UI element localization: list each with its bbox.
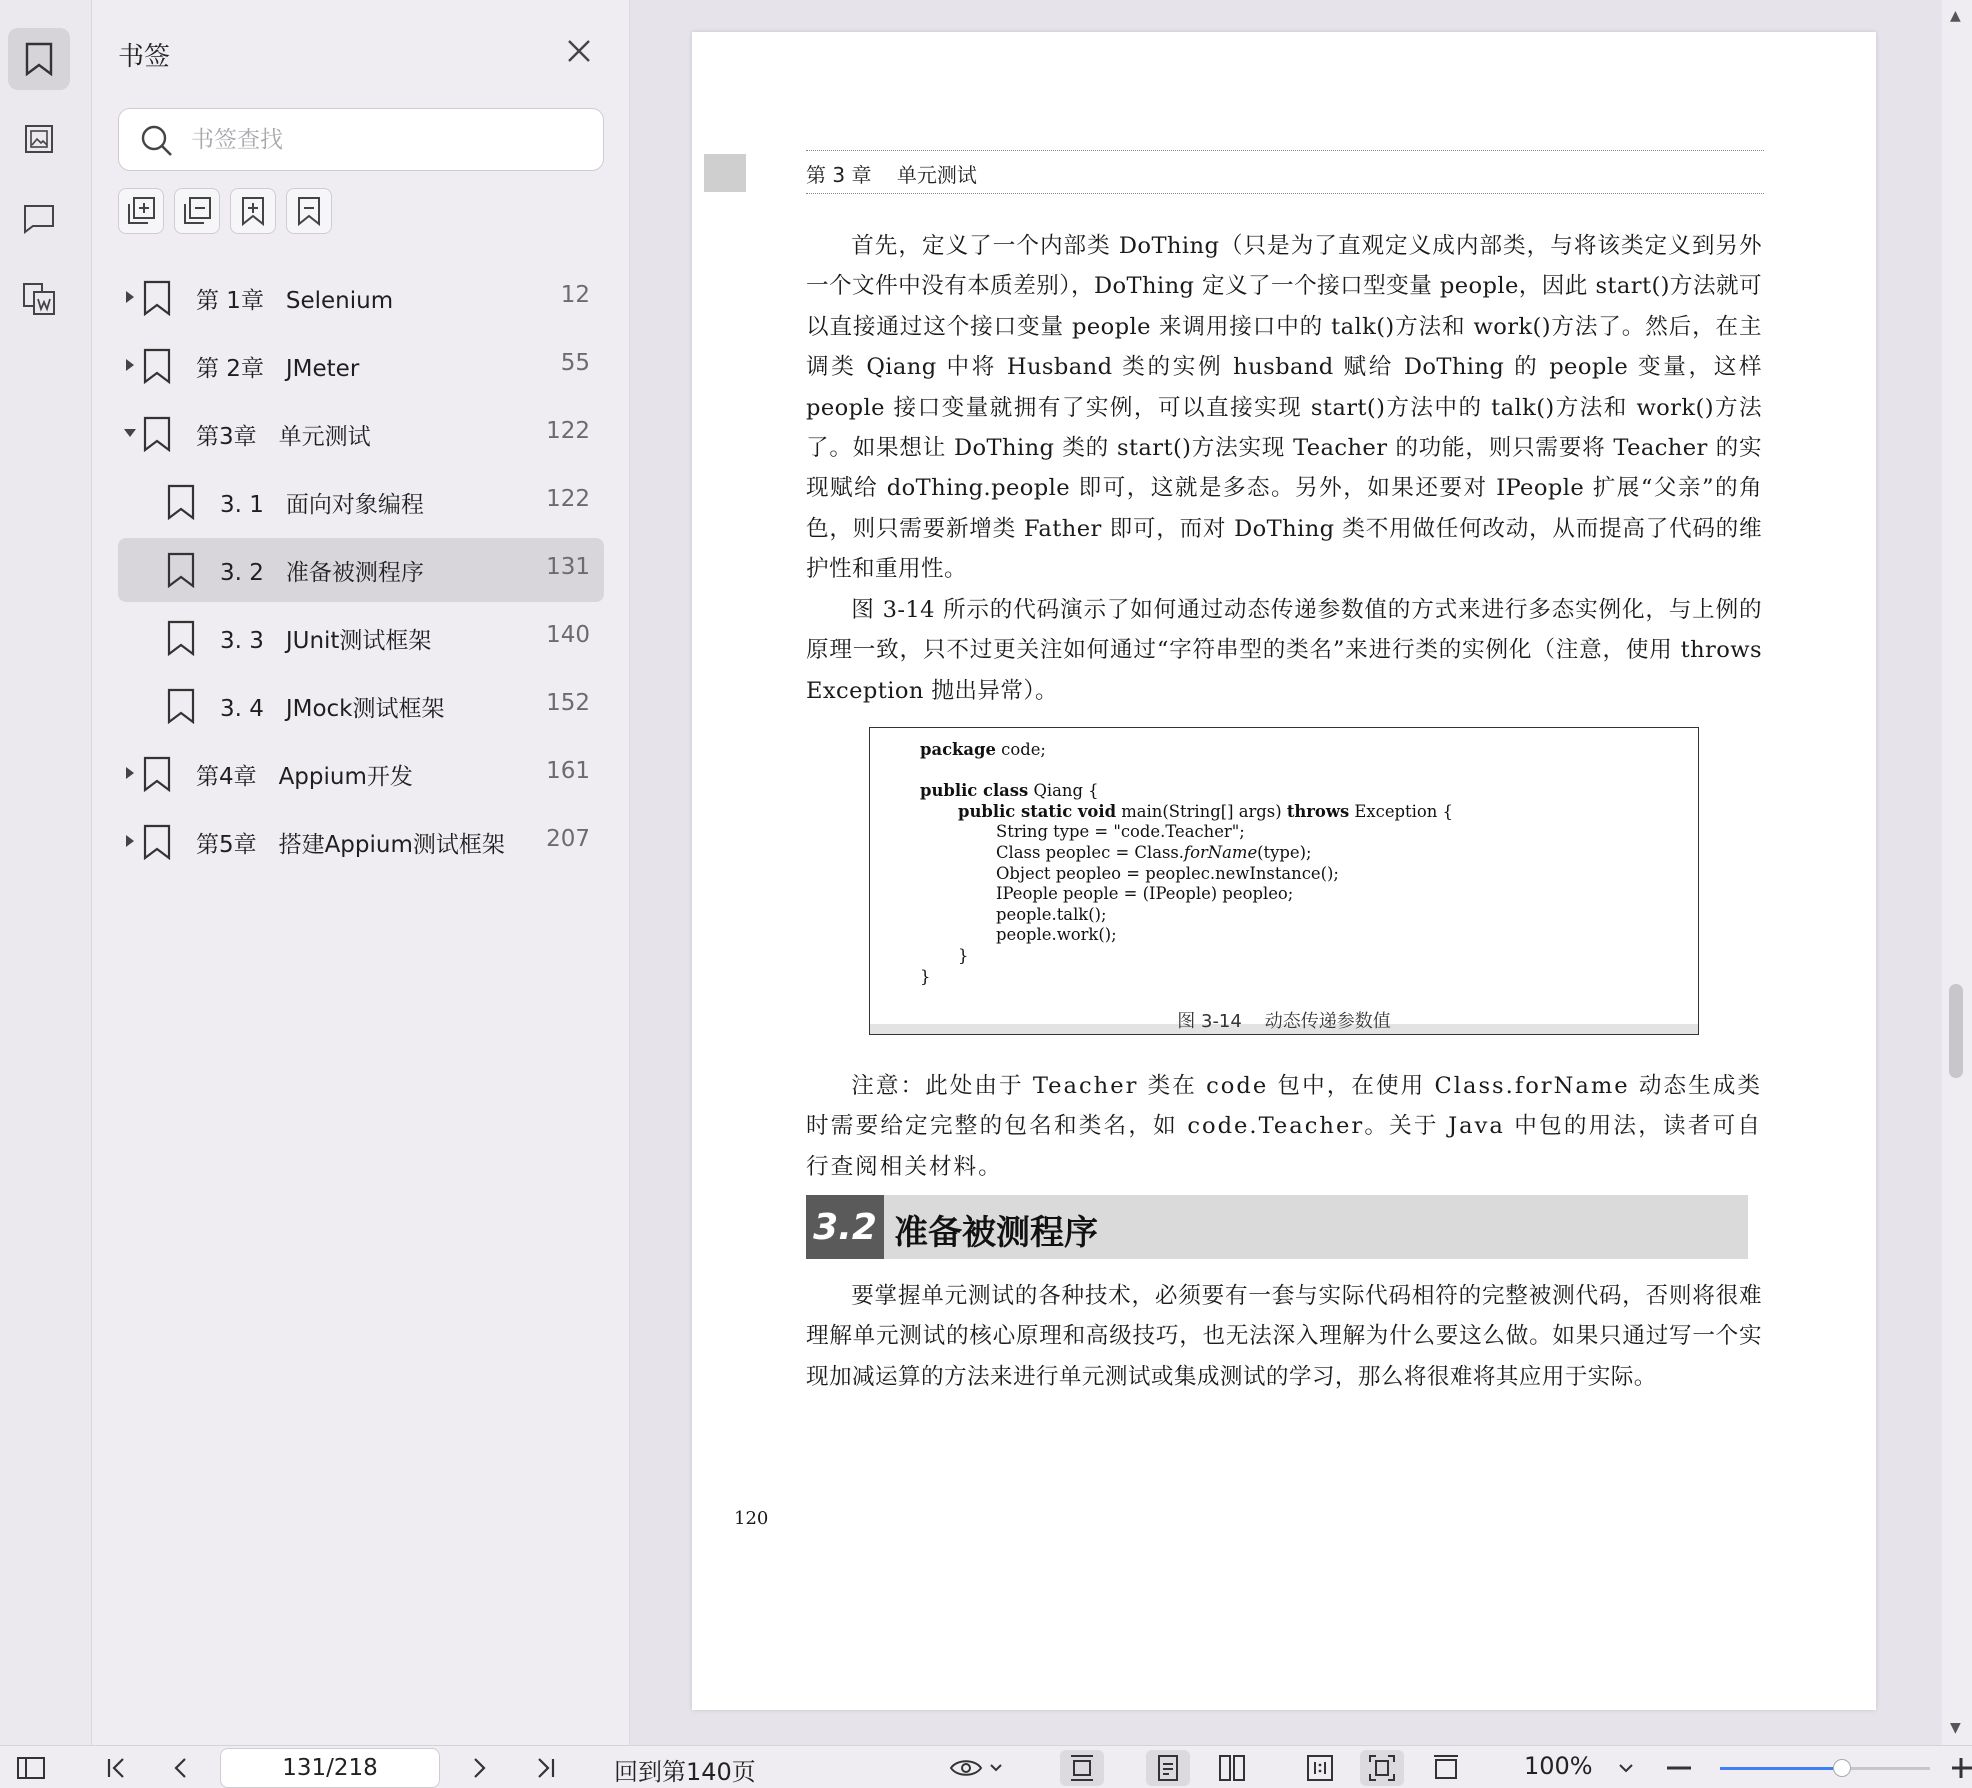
code-text: main(String[] args) <box>1116 801 1287 821</box>
bookmark-icon <box>142 348 172 384</box>
bookmark-page-number: 207 <box>546 826 590 852</box>
icon-rail <box>0 0 92 1745</box>
fit-page-icon[interactable] <box>1360 1750 1404 1786</box>
code-text: } <box>920 966 931 986</box>
comment-icon[interactable] <box>8 188 70 250</box>
actual-size-icon[interactable] <box>1298 1750 1342 1786</box>
bookmark-icon <box>166 688 196 724</box>
scroll-down-icon[interactable]: ▼ <box>1950 1720 1961 1736</box>
caret-right-icon[interactable] <box>122 288 138 306</box>
single-page-icon[interactable] <box>1146 1750 1190 1786</box>
collapse-all-icon[interactable] <box>174 188 220 234</box>
code-text: code; <box>995 740 1046 759</box>
bookmark-search <box>118 108 604 171</box>
bookmark-label: 第5章 搭建Appium测试框架 <box>196 832 505 858</box>
scrollbar-thumb[interactable] <box>1949 984 1963 1078</box>
bookmark-page-number: 55 <box>560 350 590 376</box>
bookmark-label: 3. 1 面向对象编程 <box>220 492 424 518</box>
prev-page-icon[interactable] <box>164 1750 198 1786</box>
code-keyword: throws <box>1286 801 1350 821</box>
running-header <box>806 150 1764 194</box>
bookmark-item[interactable] <box>118 810 604 874</box>
thumbnail-icon[interactable] <box>8 108 70 170</box>
caret-right-icon[interactable] <box>122 764 138 782</box>
code-keyword: public static void <box>958 801 1117 821</box>
bookmark-label: 3. 4 JMock测试框架 <box>220 696 445 722</box>
code-text: Object peopleo = peoplec.newInstance(); <box>996 863 1339 883</box>
zoom-in-icon[interactable] <box>1950 1750 1972 1786</box>
bookmark-label: 第3章 单元测试 <box>196 424 371 450</box>
bookmark-icon <box>166 552 196 588</box>
vertical-scrollbar[interactable] <box>1942 0 1972 1745</box>
paragraph: 首先，定义了一个内部类 DoThing（只是为了直观定义成内部类，与将该类定义到另外一个文件中没有本质差别），DoThing 定义了一个接口型变量 people，因此 start()方法就可以直接通过这个接口变量 people 来调用接口中的 talk()方法和 work()方法了。然后，在主调类 Qiang 中将 Husband 类的实例 husband 赋给 DoThing 的 people 变量，这样 people 接口变量就拥有了实例，可以直接实现 start()方法中的 talk()方法和 work()方法了。如果想让 DoThing 类的 start()方法实现 Teacher 的功能，则只需要将 Teacher 的实现赋给 doThing.people 即可，这就是多态。另外，如果还要对 IPeople 扩展“父亲”的角色，则只需要新增类 Father 即可，而对 DoThing 类不用做任何改动，从而提高了代码的维护性和重用性。 <box>806 233 1762 583</box>
caret-right-icon[interactable] <box>122 832 138 850</box>
bookmark-label: 第 1章 Selenium <box>196 288 394 314</box>
last-page-icon[interactable] <box>528 1750 562 1786</box>
document-page <box>692 32 1876 1710</box>
code-text: Class peoplec = Class. <box>996 843 1185 862</box>
code-keyword: package <box>920 740 996 759</box>
bottom-toolbar <box>0 1745 1972 1788</box>
bookmark-page-number: 152 <box>546 690 590 716</box>
bookmark-icon <box>142 416 172 452</box>
fit-width-icon[interactable] <box>1424 1750 1468 1786</box>
zoom-out-icon[interactable] <box>1664 1750 1694 1786</box>
code-text: people.work(); <box>996 925 1117 945</box>
bookmark-label: 3. 3 JUnit测试框架 <box>220 628 432 654</box>
scroll-up-icon[interactable]: ▲ <box>1950 8 1961 24</box>
bookmark-icon[interactable] <box>8 28 70 90</box>
view-mode-icon[interactable] <box>948 1750 1004 1786</box>
zoom-slider[interactable] <box>1720 1767 1930 1770</box>
continuous-scroll-icon[interactable] <box>1060 1750 1104 1786</box>
code-line <box>958 802 1453 821</box>
section-title: 准备被测程序 <box>894 1213 1098 1253</box>
bookmark-item[interactable] <box>118 402 604 466</box>
code-figure <box>869 727 1699 1035</box>
code-line <box>996 925 1117 944</box>
bookmark-page-number: 12 <box>560 282 590 308</box>
first-page-icon[interactable] <box>100 1750 134 1786</box>
zoom-slider-fill <box>1720 1767 1842 1770</box>
bookmark-label: 第4章 Appium开发 <box>196 764 413 790</box>
code-text: Exception { <box>1349 801 1453 821</box>
code-line <box>996 822 1245 841</box>
toggle-sidebar-icon[interactable] <box>14 1750 48 1786</box>
bookmark-page-number: 122 <box>546 486 590 512</box>
zoom-slider-knob[interactable] <box>1833 1759 1851 1777</box>
bookmark-icon <box>166 484 196 520</box>
code-text: people.talk(); <box>996 904 1107 924</box>
bookmark-item[interactable] <box>118 742 604 806</box>
zoom-dropdown-icon[interactable] <box>1614 1750 1638 1786</box>
bookmark-icon <box>142 824 172 860</box>
code-text: } <box>958 946 969 965</box>
expand-all-icon[interactable] <box>118 188 164 234</box>
code-text: IPeople people = (IPeople) peopleo; <box>996 884 1294 904</box>
bookmark-icon <box>142 280 172 316</box>
code-line <box>920 781 1099 800</box>
bookmark-page-number: 131 <box>546 554 590 580</box>
code-italic: forName <box>1184 843 1258 862</box>
bookmark-item[interactable] <box>118 538 604 602</box>
caret-right-icon[interactable] <box>122 356 138 374</box>
section-heading <box>806 1195 1748 1259</box>
bookmark-icon <box>142 756 172 792</box>
page-number-field[interactable]: 131/218 <box>220 1748 440 1788</box>
bookmark-item[interactable] <box>118 674 604 738</box>
bookmark-item[interactable] <box>118 470 604 534</box>
add-bookmark-icon[interactable] <box>230 188 276 234</box>
two-page-icon[interactable] <box>1210 1750 1254 1786</box>
code-line <box>920 967 930 986</box>
bookmark-item[interactable] <box>118 266 604 330</box>
bookmark-panel <box>92 0 630 1745</box>
code-line <box>920 740 1046 759</box>
bookmark-item[interactable] <box>118 606 604 670</box>
bookmark-page-number: 140 <box>546 622 590 648</box>
paragraph: 图 3-14 所示的代码演示了如何通过动态传递参数值的方式来进行多态实例化，与上例的原理一致，只不过更关注如何通过“字符串型的类名”来进行类的实例化（注意，使用 throws Exception 抛出异常）。 <box>806 597 1762 704</box>
code-text: (type); <box>1257 843 1312 862</box>
zoom-level[interactable]: 100% <box>1524 1752 1593 1780</box>
code-line <box>958 946 968 965</box>
bookmark-item[interactable] <box>118 334 604 398</box>
remove-bookmark-icon[interactable] <box>286 188 332 234</box>
figure-caption: 图 3-14 动态传递参数值 <box>1177 1011 1391 1032</box>
code-text: String type = "code.Teacher"; <box>996 822 1245 842</box>
search-icon <box>139 123 175 159</box>
go-back-to-page-link[interactable]: 回到第140页 <box>614 1758 756 1786</box>
paragraph: 要掌握单元测试的各种技术，必须要有一套与实际代码相符的完整被测代码，否则将很难理解单元测试的核心原理和高级技巧，也无法深入理解为什么要这么做。如果只通过写一个实现加减运算的方法来进行单元测试或集成测试的学习，那么将很难将其应用于实际。 <box>806 1283 1762 1390</box>
section-number: 3.2 <box>806 1195 884 1259</box>
code-text: Qiang { <box>1028 781 1099 801</box>
attachment-icon[interactable] <box>8 268 70 330</box>
bookmark-label: 第 2章 JMeter <box>196 356 360 382</box>
chapter-tab-marker <box>704 154 746 192</box>
bookmark-page-number: 122 <box>546 418 590 444</box>
code-line <box>996 905 1107 924</box>
running-header-text: 第 3 章 单元测试 <box>806 163 977 187</box>
bookmark-icon <box>166 620 196 656</box>
code-line <box>996 843 1312 862</box>
panel-title: 书签 <box>118 42 171 72</box>
caret-down-icon[interactable] <box>122 424 138 442</box>
bookmark-label: 3. 2 准备被测程序 <box>220 560 424 586</box>
code-line <box>996 864 1339 883</box>
code-keyword: public class <box>920 781 1029 801</box>
close-icon[interactable] <box>564 36 594 66</box>
next-page-icon[interactable] <box>462 1750 496 1786</box>
note-paragraph: 注意：此处由于 Teacher 类在 code 包中，在使用 Class.forName 动态生成类时需要给定完整的包名和类名，如 code.Teacher。关于 Java 中包的用法，读者可自行查阅相关材料。 <box>806 1073 1762 1180</box>
bookmark-search-input[interactable] <box>191 121 581 159</box>
bookmark-page-number: 161 <box>546 758 590 784</box>
page-number: 120 <box>734 1508 769 1529</box>
code-line <box>996 884 1293 903</box>
